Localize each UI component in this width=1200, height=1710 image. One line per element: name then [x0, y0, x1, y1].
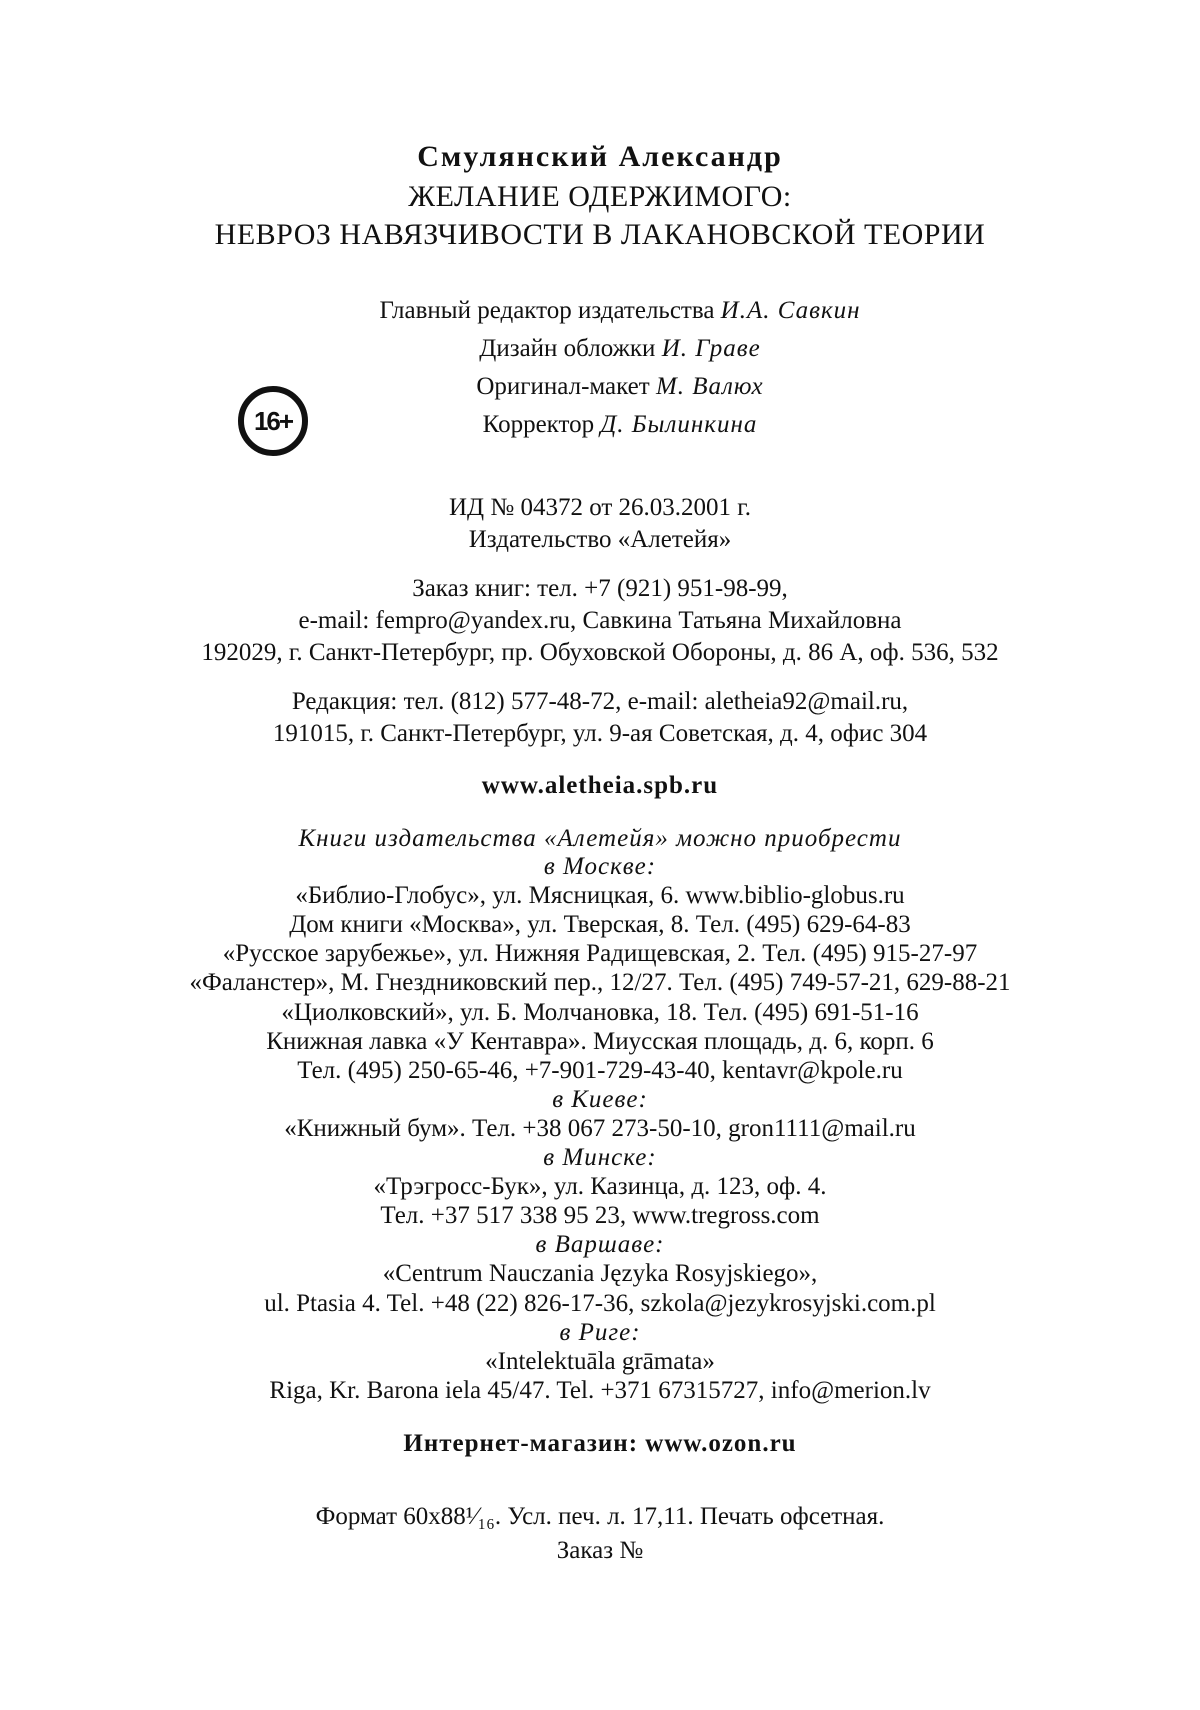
website-link[interactable]: www.aletheia.spb.ru	[481, 772, 719, 799]
store-line: «Русское зарубежье», ул. Нижняя Радищевская, 2. Тел. (495) 915-27-97	[222, 940, 978, 967]
store-city-heading: в Киеве:	[552, 1086, 648, 1113]
store-line: Дом книги «Москва», ул. Тверская, 8. Тел. (495) 629-64-83	[289, 911, 911, 938]
age-rating-badge: 16+	[238, 386, 308, 456]
credits-block	[240, 292, 1000, 444]
editorial-line-1: Редакция: тел. (812) 577-48-72, e-mail: aletheia92@mail.ru,	[291, 688, 909, 715]
order-number: Заказ №	[556, 1537, 644, 1564]
store-line: «Фаланстер», М. Гнездниковский пер., 12/27. Тел. (495) 749-57-21, 629-88-21	[189, 969, 1011, 996]
publisher-name: Издательство «Алетейя»	[468, 526, 732, 553]
store-city-heading: в Минске:	[543, 1144, 657, 1171]
order-line-2: e-mail: fempro@yandex.ru, Савкина Татьяна Михайловна	[298, 607, 902, 634]
stores-heading: Книги издательства «Алетейя» можно приобрести	[298, 825, 902, 852]
credit-proofreader: Корректор Д. Былинкина	[482, 411, 758, 438]
credit-cover-design: Дизайн обложки И. Граве	[479, 335, 761, 362]
credit-layout: Оригинал-макет М. Валюх	[476, 373, 764, 400]
publisher-id: ИД № 04372 от 26.03.2001 г.	[449, 494, 751, 521]
store-line: ul. Ptasia 4. Tel. +48 (22) 826-17-36, szkola@jezykrosyjski.com.pl	[264, 1290, 936, 1317]
order-line-3: 192029, г. Санкт-Петербург, пр. Обуховской Обороны, д. 86 А, оф. 536, 532	[201, 639, 999, 666]
store-line: «Циолковский», ул. Б. Молчановка, 18. Тел. (495) 691-51-16	[281, 999, 919, 1026]
store-line: «Библио-Глобус», ул. Мясницкая, 6. www.biblio-globus.ru	[295, 882, 905, 909]
store-line: «Книжный бум». Тел. +38 067 273-50-10, gron1111@mail.ru	[284, 1115, 916, 1142]
store-line: «Intelektuāla grāmata»	[485, 1348, 715, 1375]
author-name: Смулянский Александр	[417, 140, 783, 173]
store-city-heading: в Москве:	[543, 853, 657, 880]
store-city-heading: в Варшаве:	[535, 1231, 665, 1258]
store-city-heading: в Риге:	[559, 1319, 641, 1346]
order-line-1: Заказ книг: тел. +7 (921) 951-98-99,	[412, 575, 788, 602]
book-title-line-1: ЖЕЛАНИЕ ОДЕРЖИМОГО:	[408, 180, 792, 213]
store-line: Тел. (495) 250-65-46, +7-901-729-43-40, kentavr@kpole.ru	[297, 1057, 903, 1084]
online-store[interactable]: Интернет-магазин: www.ozon.ru	[403, 1430, 797, 1457]
store-line: «Трэгросс-Бук», ул. Казинца, д. 123, оф. 4.	[373, 1173, 827, 1200]
credit-editor: Главный редактор издательства И.А. Савкин	[379, 297, 861, 324]
store-line: Riga, Kr. Barona iela 45/47. Tel. +371 67315727, info@merion.lv	[269, 1377, 931, 1404]
format-line: Формат 60x88¹⁄₁₆. Усл. печ. л. 17,11. Печать офсетная.	[315, 1503, 885, 1530]
editorial-line-2: 191015, г. Санкт-Петербург, ул. 9-ая Советская, д. 4, офис 304	[272, 720, 928, 747]
store-line: Тел. +37 517 338 95 23, www.tregross.com	[380, 1202, 820, 1229]
store-line: Книжная лавка «У Кентавра». Миусская площадь, д. 6, корп. 6	[266, 1028, 934, 1055]
book-title-line-2: НЕВРОЗ НАВЯЗЧИВОСТИ В ЛАКАНОВСКОЙ ТЕОРИИ	[214, 218, 986, 251]
store-line: «Centrum Nauczania Języka Rosyjskiego»,	[382, 1260, 818, 1287]
